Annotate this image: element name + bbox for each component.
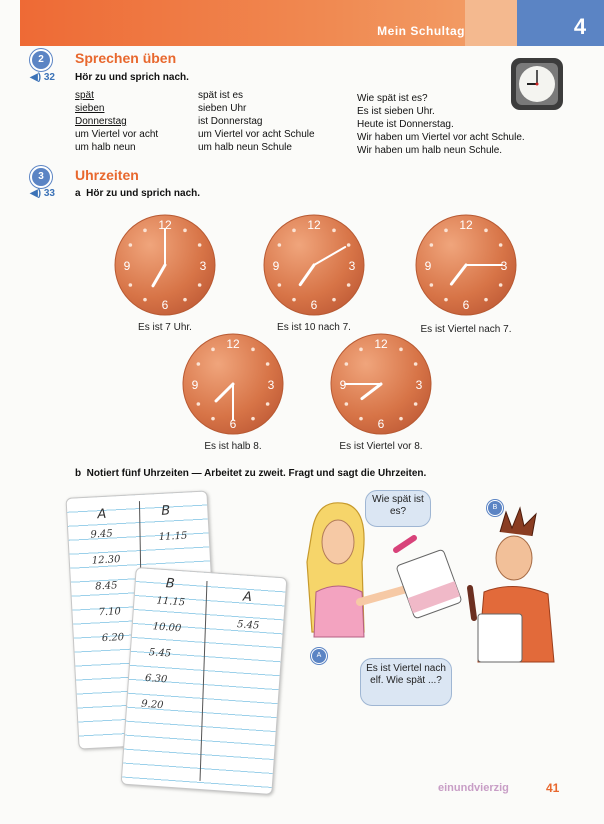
clock-numeral: 3 — [348, 259, 356, 273]
clock-numeral: 3 — [267, 378, 275, 392]
exercise-number-badge: 2 — [30, 49, 52, 71]
word-column-2 — [198, 89, 315, 154]
clock-caption: Es ist 10 nach 7. — [277, 322, 351, 333]
speaker-a-badge: A — [311, 648, 327, 664]
hour-dot — [499, 243, 503, 247]
speech-bubble: Wie spät ist es? — [365, 490, 431, 527]
clock-numeral: 6 — [462, 298, 470, 312]
clock-face — [262, 213, 366, 317]
handwritten-time: 6.20 — [101, 632, 125, 645]
exercise-instruction-b — [75, 468, 426, 479]
handwritten-time: 9.45 — [90, 528, 114, 541]
word-item: um halb neun — [75, 142, 136, 153]
hour-dot — [129, 243, 133, 247]
card-column-head: A — [242, 589, 253, 606]
clock-face — [181, 332, 285, 436]
hour-dot — [399, 348, 403, 352]
hour-dot — [129, 283, 133, 287]
audio-track-number: 32 — [43, 72, 55, 83]
hour-dot — [430, 283, 434, 287]
hour-dot — [347, 243, 351, 247]
sentence-item: Heute ist Donnerstag. — [357, 119, 454, 130]
hour-dot — [278, 283, 282, 287]
alarm-clock-icon — [509, 56, 565, 117]
handwritten-time: 5.45 — [148, 647, 172, 660]
word-item: um Viertel vor acht — [75, 129, 159, 140]
chapter-number: 4 — [573, 14, 587, 39]
clock-face — [329, 332, 433, 436]
hour-dot — [359, 417, 363, 421]
hour-dot — [345, 402, 349, 406]
hour-dot — [251, 417, 255, 421]
hour-dot — [430, 243, 434, 247]
card-column-head: B — [160, 503, 171, 519]
hour-dot — [266, 402, 270, 406]
hour-dot — [444, 298, 448, 302]
hour-dot — [198, 243, 202, 247]
clock-numeral: 12 — [374, 337, 388, 351]
exercise-instruction: Hör zu und sprich nach. — [75, 72, 189, 83]
sentence-item: Wie spät ist es? — [357, 93, 428, 104]
hour-dot — [444, 229, 448, 233]
clock-numeral: 12 — [158, 218, 172, 232]
chapter-title: Mein Schultag — [377, 24, 465, 38]
handwritten-time: 6.30 — [144, 672, 168, 686]
hour-dot — [211, 417, 215, 421]
hour-dot — [183, 298, 187, 302]
clock-numeral: 9 — [191, 378, 199, 392]
word-item: um halb neun Schule — [198, 142, 292, 153]
hour-dot — [266, 362, 270, 366]
page-number: 41 — [546, 781, 560, 795]
handwritten-time: 11.15 — [156, 595, 186, 609]
clock-numeral: 6 — [229, 417, 237, 431]
clock-numeral: 6 — [377, 417, 385, 431]
exercise-title: Sprechen üben — [75, 50, 177, 66]
hour-dot — [198, 283, 202, 287]
part-letter: b — [75, 468, 82, 479]
word-item: spät — [75, 90, 94, 101]
exercise-title: Uhrzeiten — [75, 167, 139, 183]
speaker-icon: ◀) — [30, 72, 42, 83]
sentence-item: Wir haben um Viertel vor acht Schule. — [357, 132, 525, 143]
hour-dot — [499, 283, 503, 287]
exercise-number-badge: 3 — [30, 166, 52, 188]
hour-dot — [292, 298, 296, 302]
clock-numeral: 3 — [500, 259, 508, 273]
sentence-item: Es ist sieben Uhr. — [357, 106, 435, 117]
clock-numeral: 3 — [199, 259, 207, 273]
header-bar — [20, 0, 465, 46]
card-column-head: A — [97, 506, 107, 523]
hour-dot — [414, 402, 418, 406]
clock-caption: Es ist halb 8. — [204, 441, 262, 452]
hour-dot — [211, 348, 215, 352]
hour-dot — [197, 362, 201, 366]
clock-numeral: 9 — [123, 259, 131, 273]
handwritten-time: 5.45 — [236, 619, 260, 632]
speaker-b-badge: B — [487, 500, 503, 516]
handwritten-time: 10.00 — [152, 621, 182, 635]
hour-dot — [345, 362, 349, 366]
hour-dot — [251, 348, 255, 352]
word-item: sieben — [75, 103, 105, 114]
card-column-head: B — [165, 576, 176, 592]
word-column-1 — [75, 89, 158, 154]
exercise-instruction-a — [75, 188, 200, 199]
clock-face — [414, 213, 518, 317]
clock-numeral: 9 — [424, 259, 432, 273]
word-item: sieben Uhr — [198, 103, 247, 114]
hour-dot — [278, 243, 282, 247]
hour-dot — [484, 298, 488, 302]
sentence-item: Wir haben um halb neun Schule. — [357, 145, 503, 156]
audio-track[interactable] — [30, 72, 55, 83]
audio-track[interactable] — [30, 188, 55, 199]
clock-numeral: 6 — [310, 298, 318, 312]
clock-numeral: 12 — [459, 218, 473, 232]
clock-numeral: 12 — [226, 337, 240, 351]
handwritten-time: 7.10 — [98, 606, 122, 619]
hour-dot — [197, 402, 201, 406]
card-divider — [200, 581, 208, 781]
word-column-3 — [357, 92, 525, 157]
speaker-icon: ◀) — [30, 188, 42, 199]
hour-dot — [292, 229, 296, 233]
clock-numeral: 9 — [272, 259, 280, 273]
word-item: Donnerstag — [75, 116, 127, 127]
speech-bubble: Es ist Viertel nach elf. Wie spät ...? — [360, 658, 452, 706]
clock-caption: Es ist 7 Uhr. — [138, 322, 192, 333]
instruction-text: Hör zu und sprich nach. — [86, 188, 201, 199]
hour-dot — [414, 362, 418, 366]
clock-face — [113, 213, 217, 317]
handwritten-time: 12.30 — [91, 554, 121, 567]
header-accent — [465, 0, 517, 46]
hour-dot — [183, 229, 187, 233]
clock-numeral: 9 — [339, 378, 347, 392]
hour-dot — [332, 229, 336, 233]
hour-dot — [399, 417, 403, 421]
clock-caption: Es ist Viertel vor 8. — [339, 441, 423, 452]
word-item: ist Donnerstag — [198, 116, 263, 127]
hour-dot — [484, 229, 488, 233]
hour-dot — [143, 298, 147, 302]
part-letter: a — [75, 188, 81, 199]
word-item: spät ist es — [198, 90, 244, 101]
clock-numeral: 12 — [307, 218, 321, 232]
audio-track-number: 33 — [43, 188, 55, 199]
hour-dot — [332, 298, 336, 302]
page-number-word: einundvierzig — [438, 782, 509, 794]
handwritten-time: 11.15 — [158, 530, 188, 544]
handwritten-time: 8.45 — [94, 580, 118, 593]
hour-dot — [359, 348, 363, 352]
hour-dot — [347, 283, 351, 287]
clock-numeral: 6 — [161, 298, 169, 312]
hour-dot — [143, 229, 147, 233]
clock-numeral: 3 — [415, 378, 423, 392]
handwritten-time: 9.20 — [140, 698, 164, 712]
clock-caption: Es ist Viertel nach 7. — [420, 324, 512, 335]
notepad-card-2 — [121, 567, 288, 795]
word-item: um Viertel vor acht Schule — [198, 129, 315, 140]
instruction-text: Notiert fünf Uhrzeiten — Arbeitet zu zweit. Fragt und sagt die Uhrzeiten. — [86, 468, 427, 479]
